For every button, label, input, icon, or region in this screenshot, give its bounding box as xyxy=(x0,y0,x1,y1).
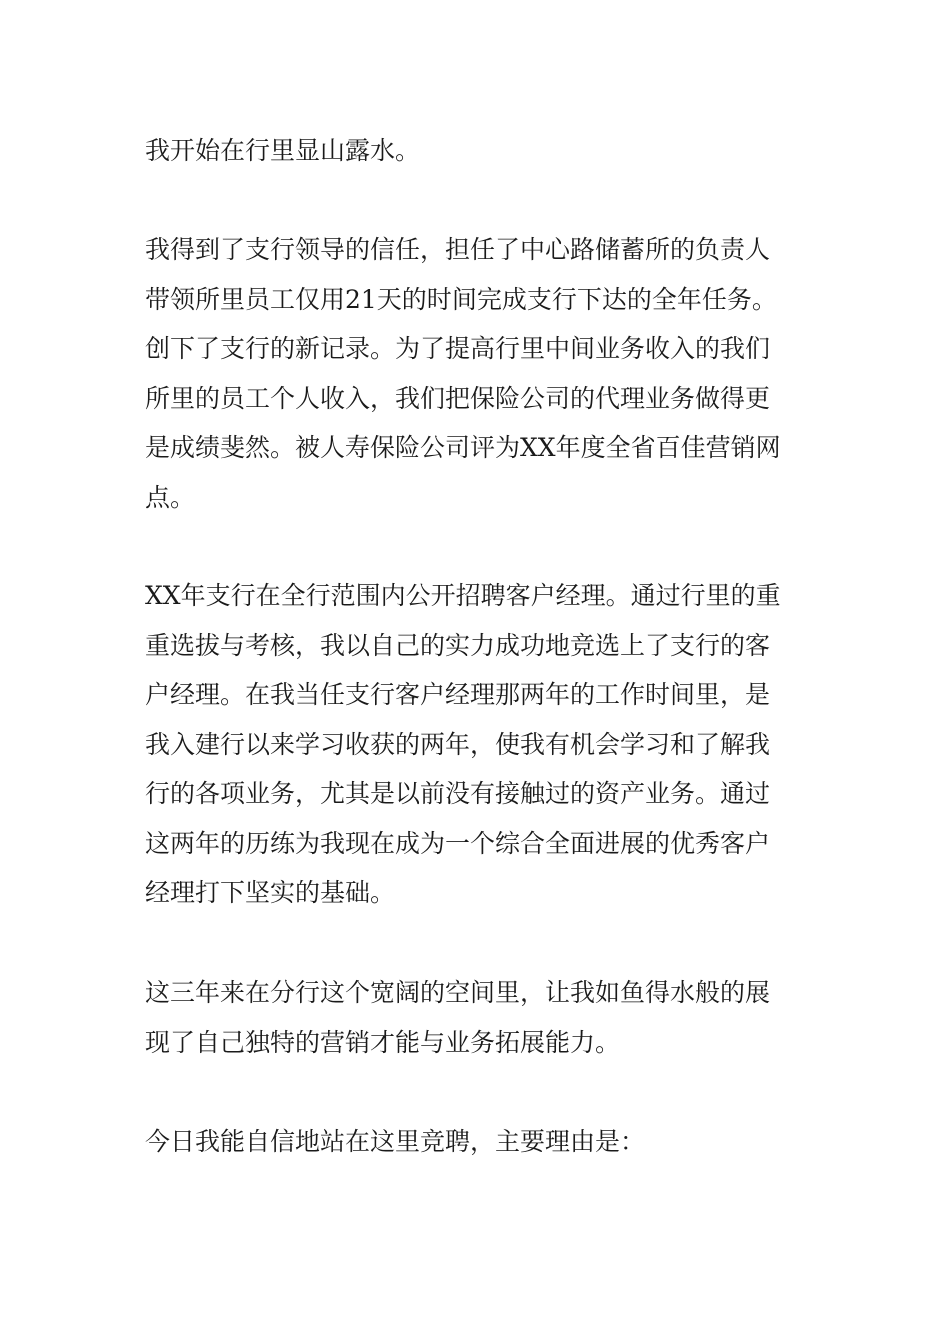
paragraph-5 xyxy=(145,1117,810,1167)
paragraph-line: 我入建行以来学习收获的两年，使我有机会学习和了解我 xyxy=(145,729,771,759)
paragraph-line: XX年支行在全行范围内公开招聘客户经理。通过行里的重 xyxy=(145,581,781,610)
paragraph-line: 户经理。在我当任支行客户经理那两年的工作时间里，是 xyxy=(145,680,771,709)
paragraph-line: 创下了支行的新记录。为了提高行里中间业务收入的我们 xyxy=(145,334,771,363)
paragraph-2 xyxy=(145,225,810,522)
paragraph-1 xyxy=(145,126,810,176)
paragraph-line: 所里的员工个人收入，我们把保险公司的代理业务做得更 xyxy=(145,383,771,413)
paragraph-3 xyxy=(145,571,810,918)
paragraph-line: 行的各项业务，尤其是以前没有接触过的资产业务。通过 xyxy=(145,779,771,808)
paragraph-line: 今日我能自信地站在这里竞聘，主要理由是： xyxy=(145,1127,646,1156)
paragraph-line: 点。 xyxy=(145,482,196,512)
paragraph-line: 重选拔与考核，我以自己的实力成功地竞选上了支行的客 xyxy=(145,630,771,660)
paragraph-4 xyxy=(145,968,810,1067)
paragraph-line: 这三年来在分行这个宽阔的空间里，让我如鱼得水般的展 xyxy=(145,978,771,1007)
paragraph-line: 经理打下坚实的基础。 xyxy=(145,878,396,907)
paragraph-line: 现了自己独特的营销才能与业务拓展能力。 xyxy=(145,1027,621,1057)
paragraph-line: 这两年的历练为我现在成为一个综合全面进展的优秀客户 xyxy=(145,828,771,858)
paragraph-line: 带领所里员工仅用21天的时间完成支行下达的全年任务。 xyxy=(145,284,777,314)
paragraph-line: 我得到了支行领导的信任，担任了中心路储蓄所的负责人 xyxy=(145,235,771,264)
paragraph-line: 是成绩斐然。被人寿保险公司评为XX年度全省百佳营销网 xyxy=(145,433,781,462)
paragraph-line: 我开始在行里显山露水。 xyxy=(145,136,421,165)
